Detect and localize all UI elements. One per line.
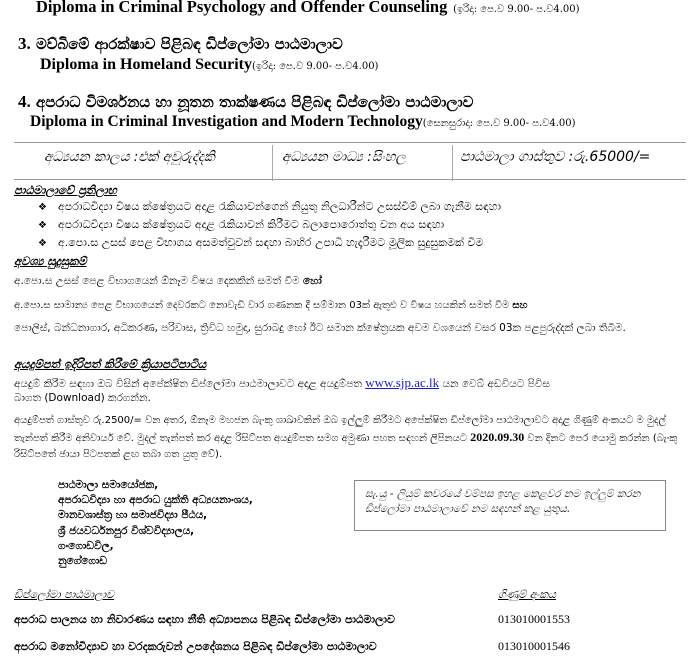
course-3-english-title: Diploma in Homeland Security: [40, 56, 253, 73]
course-4-sinhala-title: අපරාධ විමර්ශනය හා නූතන තාක්ෂණය පිළිබඳ ඩිප්ලෝමා පාඨමාලාව: [35, 93, 474, 111]
address-line: අපරාධවිද්‍යා හා අපරාධ යුක්ති අධ්‍යයනාංශය,: [58, 494, 253, 507]
table-row-account: 013010001553: [498, 612, 570, 626]
course-3-heading: [18, 34, 343, 54]
table-header-course: ඩිප්ලෝමා පාඨමාලාව: [14, 588, 115, 601]
info-divider-1: [272, 145, 273, 181]
benefit-item: [38, 200, 501, 214]
qualifications-title: අවශ්‍ය සුදුසුකම්: [14, 254, 87, 268]
info-divider-2: [452, 145, 453, 181]
table-row-account: 013010001546: [498, 639, 570, 653]
qualification-text: අ.පො.ස සාමාන්‍ය පෙළ විභාගයෙන් දෙවරකට නොවැඩි වාර ගණනක දී සම්මාන 03ක් ඇතුළු ව විෂය හයකින් සමත් වීම: [14, 300, 510, 311]
benefit-item: [38, 236, 483, 250]
diploma-2-title-text: Diploma in Criminal Psychology and Offender Counseling: [36, 0, 448, 16]
qualification-connector: හෝ: [302, 275, 322, 287]
fee-text-end: වන දිනට පෙර යොමු කරන්න (බැංකු රිසිට්පතේ ඡායා පිටපතක් ළඟ තබා ගත යුතු වේ).: [14, 433, 678, 460]
table-row-course: අපරාධ පාලනය හා නිවාරණය සඳහා නීති අධ්‍යාපනය පිළිබඳ ඩිප්ලෝමා පාඨමාලාව: [14, 613, 395, 626]
benefit-text: අපරාධවිද්‍යා විෂය ක්ෂේත්‍රයට අදාළ රැකියාවන්ගෙන් නියුතු නිලධාරීන්ට උසස්වීම් ලබා ගැනීම සඳහා: [58, 200, 501, 213]
study-duration: අධ්‍යයන කාලය :එක් අවුරුද්දකි: [44, 149, 215, 165]
application-line-2: බාගත (Download) කරගන්න.: [14, 392, 151, 404]
qualification-line-3: පොලිස්, බන්ධනාගාර, අධිකරණ, පරිවාස, ත්‍රිවිධ හමුදා, සුරාබදු හෝ ඊට සමාන ක්ෂේත්‍රයක අවම වශයෙන් වසර 03ක පළපුරුද්දක් ලබා තිබීම.: [14, 322, 626, 334]
course-4-heading: [18, 92, 473, 112]
table-row-course: අපරාධ මනෝවිද්‍යාව හා වරදකරුවන් උපදේශනය පිළිබඳ ඩිප්ලෝමා පාඨමාලාව: [14, 640, 377, 653]
course-4-schedule: (සෙනසුරාදා: පෙ.ව 9.00- ප.ව4.00): [422, 118, 576, 129]
qualification-text: අ.පො.ස උසස් පෙළ විභාගයෙන් ඕනෑම විෂය දෙකකින් සමත් වීම: [14, 275, 300, 287]
diamond-bullet-icon: ❖: [38, 220, 47, 231]
benefit-item: [38, 218, 444, 232]
address-line: පාඨමාලා සමායෝජක,: [58, 479, 159, 491]
fee-text: අයදුම්පත් ගාස්තුව රු.2500/= වන අතර, ඕනෑම මහජන බැංකු ශාඛාවකින් ඔබ ඉල්ලුම් කිරීමට අපේක්ෂිත ඩිප්ලෝමා පාඨමාලාවට අදාළ ගිණුම් අංකයට ම මුදල් තැන්පත් කිරීම අනිවාර්ය වේ. මුදල් තැන්පත් කර අදාළ රිසිට්පත අයදුම්පත සමග අමුණා පහත සඳහන් ලිපිනයට: [14, 415, 667, 444]
course-3-number: 3.: [18, 34, 31, 53]
course-4-number: 4.: [18, 92, 31, 111]
application-fee-paragraph: [14, 413, 690, 463]
course-3-schedule: (ඉරිදා: පෙ.ව 9.00- ප.ව4.00): [252, 61, 379, 72]
diploma-2-schedule: (ඉරිදා: පෙ.ව 9.00- ප.ව4.00): [453, 4, 580, 15]
qualification-connector: සහ: [512, 300, 528, 311]
qualification-line-2: [14, 297, 690, 314]
application-title: අයදුම්පත් ඉදිරිපත් කිරීමේ ක්‍රියාපටිපාටිය: [14, 357, 207, 371]
course-3-sinhala-title: මව්බිමේ ආරක්ෂාව පිළිබඳ ඩිප්ලෝමා පාඨමාලාව: [35, 35, 343, 53]
application-text: අයදුම් කිරීම සඳහා ඔබ විසින් අපේක්ෂිත ඩිප්ලෝමා පාඨමාලාවට අදාළ අයදුම්පත: [14, 378, 362, 390]
course-4-english-title: Diploma in Criminal Investigation and Modern Technology: [30, 113, 423, 130]
benefit-text: අපරාධවිද්‍යා විෂය ක්ෂේත්‍රයට අදාළ රැකියාවන් කිරීමට බලාපොරොත්තු වන අය සඳහා: [58, 218, 445, 231]
diploma-2-english-title: [36, 0, 580, 17]
benefit-text: අ.පො.ස උසස් පෙළ විභාගය අසමත්වුවන් සඳහා බාහිර උපාධි හැදෑරීමට මූලික සුදුසුකමක් වීම: [58, 236, 484, 249]
address-line: ගංගොඩවිල,: [58, 539, 114, 552]
course-3-english-heading: [40, 56, 378, 74]
sjp-website-link[interactable]: www.sjp.ac.lk: [365, 375, 440, 390]
diamond-bullet-icon: ❖: [38, 238, 47, 249]
table-header-account: ගිණුම් අංකය: [498, 588, 557, 601]
address-line: මානවශාස්ත්‍ර හා සමාජවිද්‍යා පීඨය,: [58, 509, 208, 522]
course-fee: පාඨමාලා ගාස්තුව :රු.65000/=: [460, 149, 651, 165]
address-line: ශ්‍රී ජයවර්ධනපුර විශ්වවිද්‍යාලය,: [58, 524, 195, 537]
postal-address: [58, 478, 253, 569]
application-text-cont: යන වෙබ් අඩවියට පිවිස: [442, 378, 550, 390]
course-info-box: [14, 142, 686, 180]
study-medium: අධ්‍යයන මාධ්‍ය :සිංහල: [282, 149, 406, 165]
qualification-line-1: [14, 273, 690, 290]
address-line: නුගේගොඩ: [58, 555, 108, 568]
deadline-date: 2020.09.30: [470, 430, 525, 444]
benefits-title: පාඨමාලාවේ ප්‍රතිලාභ: [14, 183, 117, 197]
diamond-bullet-icon: ❖: [38, 202, 47, 213]
course-4-english-heading: [30, 113, 576, 131]
envelope-note-box: සැ.යු - ලියුම් කවරයේ වම්පස ඉහළ කෙළවර නම ඉල්ලුම් කරන ඩිප්ලෝමා පාඨමාලාවේ නම සඳහන් කළ යුතුය.: [354, 480, 666, 531]
